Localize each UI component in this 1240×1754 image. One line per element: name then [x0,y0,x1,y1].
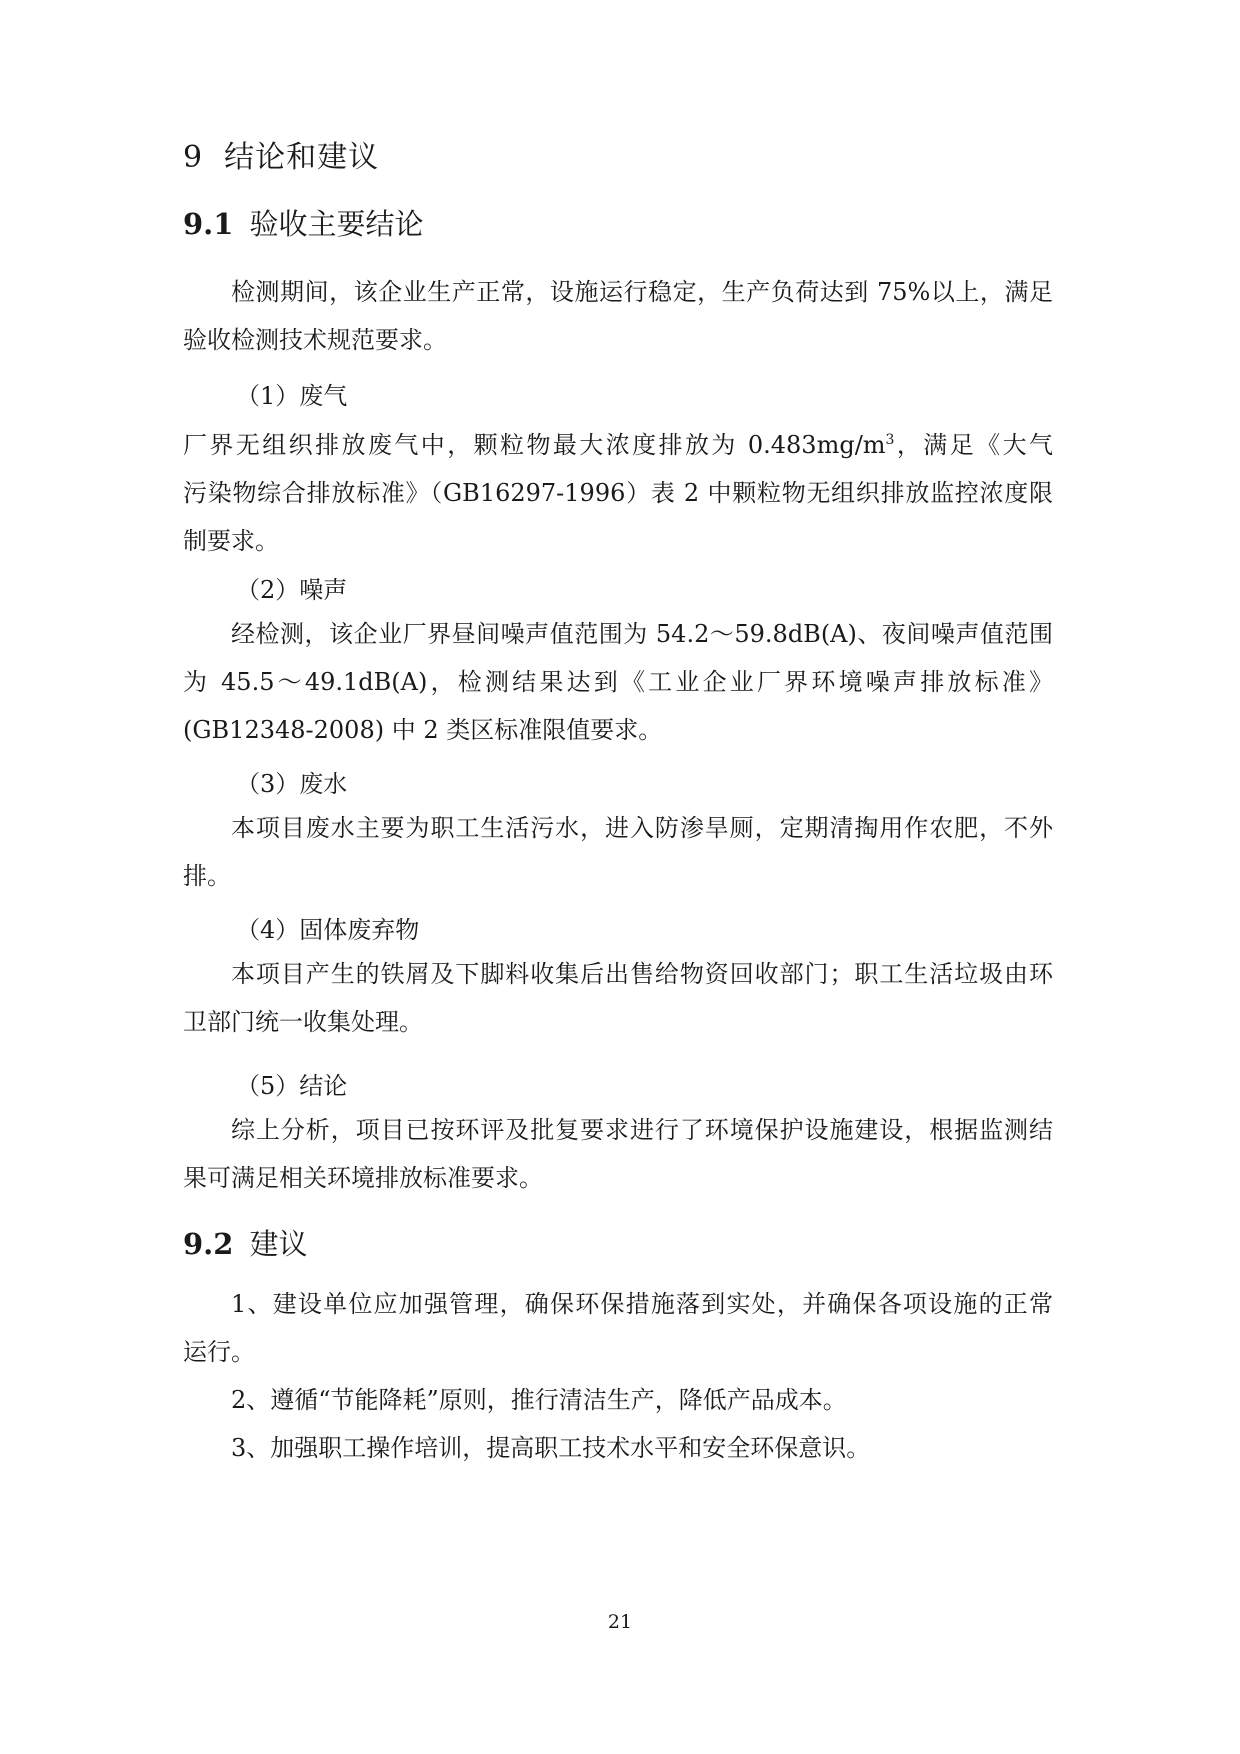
gas-paragraph [183,416,1053,565]
gas-unit-superscript: 3 [885,432,895,448]
water-line-2: 排。 [183,862,231,890]
noise-line-2: 为 45.5～49.1dB(A)，检测结果达到《工业企业厂界环境噪声排放标准》 [183,668,1053,696]
noise-line-1: 经检测，该企业厂界昼间噪声值范围为 54.2～59.8dB(A)、夜间噪声值范围 [231,620,1053,648]
section-heading-9-1 [183,204,423,244]
suggestion-3: 3、加强职工操作培训，提高职工技术水平和安全环保意识。 [231,1434,871,1462]
gas-line-2: 污染物综合排放标准》（GB16297-1996）表 2 中颗粒物无组织排放监控浓度限 [183,479,1053,507]
chapter-number: 9 [183,140,204,175]
intro-line-2: 验收检测技术规范要求。 [183,326,447,354]
suggestions-list [183,1280,1053,1472]
gas-heading: （1）废气 [236,382,348,410]
solid-line-1: 本项目产生的铁屑及下脚料收集后出售给物资回收部门；职工生活垃圾由环 [231,960,1053,988]
conclusion-line-1: 综上分析，项目已按环评及批复要求进行了环境保护设施建设，根据监测结 [231,1116,1053,1144]
conclusion-line-2: 果可满足相关环境排放标准要求。 [183,1164,543,1192]
conclusion-paragraph [183,1106,1053,1202]
suggestion-2: 2、遵循“节能降耗”原则，推行清洁生产，降低产品成本。 [231,1386,847,1414]
intro-paragraph [183,268,1053,364]
solid-line-2: 卫部门统一收集处理。 [183,1008,423,1036]
suggestion-1-line-1: 1、建设单位应加强管理，确保环保措施落到实处，并确保各项设施的正常 [231,1290,1053,1318]
noise-line-3: (GB12348-2008) 中 2 类区标准限值要求。 [183,716,663,744]
noise-heading: （2）噪声 [236,576,348,604]
gas-line-3: 制要求。 [183,527,279,555]
section-title: 验收主要结论 [249,207,424,241]
intro-line-1: 检测期间，该企业生产正常，设施运行稳定，生产负荷达到 75%以上，满足 [231,278,1053,306]
water-heading: （3）废水 [236,770,348,798]
suggestion-1-line-2: 运行。 [183,1338,255,1366]
gas-line-1-text: 厂界无组织排放废气中，颗粒物最大浓度排放为 0.483mg/m [183,431,886,459]
conclusion-heading: （5）结论 [236,1072,348,1100]
noise-paragraph [183,610,1053,754]
gas-line-1 [183,416,1053,469]
gas-line-1-tail: ，满足《大气 [894,431,1053,459]
solid-waste-paragraph [183,950,1053,1046]
page-number: 21 [607,1611,633,1633]
water-line-1: 本项目废水主要为职工生活污水，进入防渗旱厕，定期清掏用作农肥，不外 [231,814,1053,842]
section-title: 建议 [249,1227,308,1261]
chapter-heading [183,138,379,178]
section-number: 9.2 [183,1227,234,1261]
section-heading-9-2 [183,1224,307,1264]
solid-waste-heading: （4）固体废弃物 [236,916,420,944]
section-number: 9.1 [183,207,234,241]
water-paragraph [183,804,1053,900]
chapter-title: 结论和建议 [224,140,380,175]
